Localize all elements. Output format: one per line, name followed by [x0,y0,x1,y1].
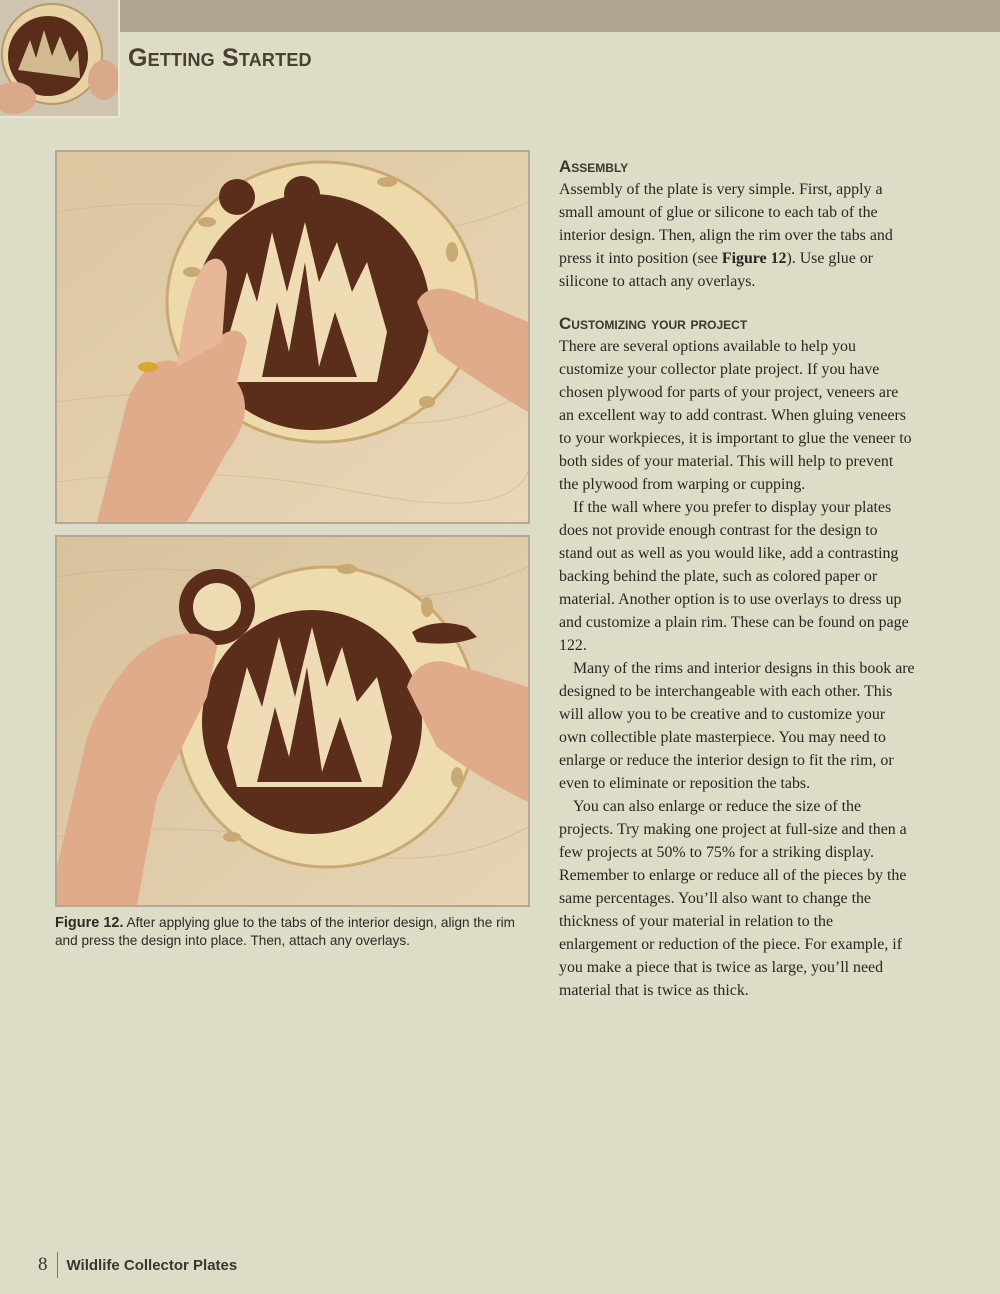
customizing-paragraph-3: Many of the rims and interior designs in this book are designed to be interchangeable with each other. This will allow you to be creative and to customize your own collectible plate masterpiece. You may need to enlarge or reduce the interior design to fit the rim, or even to eliminate or reposition the tabs. [559,660,915,792]
customizing-paragraph-1: There are several options available to help you customize your collector plate project. If you have chosen plywood for parts of your project, veneers are an excellent way to add contrast. When gluing veneers to your workpieces, it is important to glue the veneer to both sides of your material. This will help to prevent the plywood from warping or cupping. [559,338,912,493]
assembly-heading: Assembly [559,157,629,176]
customizing-heading: Customizing your project [559,314,748,333]
figure-caption [55,914,530,950]
figure-label: Figure 12. [55,915,124,931]
assembly-photo-top [55,150,530,524]
customizing-paragraph-2: If the wall where you prefer to display your plates does not provide enough contrast for the design to stand out as well as you would like, add a contrasting backing behind the plate, such as colored paper or material. Another option is to use overlays to dress up and customize a plain rim. These can be found on page 122. [559,499,909,654]
assembly-photo-bottom [55,535,530,907]
assembly-paragraph [559,178,915,293]
top-header-bar [120,0,1000,32]
figure-reference: Figure 12 [721,250,787,267]
figure-caption-text: After applying glue to the tabs of the interior design, align the rim and press the design into place. Then, attach any overlays. [55,915,515,948]
page-number: 8 [38,1254,48,1275]
customizing-paragraph-4: You can also enlarge or reduce the size of the projects. Try making one project at full-size and then a few projects at 50% to 75% for a striking display. Remember to enlarge or reduce all of the pieces by the same percentages. You’ll also want to change the thickness of your material in relation to the enlargement or reduction of the piece. For example, if you make a piece that is twice as large, you’ll need material that is twice as thick. [559,798,907,999]
assembly-text-part: ). Use glue or silicone to attach any overlays. [559,250,873,290]
section-title: Getting Started [128,44,312,72]
page-footer [38,1252,237,1278]
corner-thumbnail-photo [0,0,120,118]
thumbnail-plate-image [0,0,118,116]
body-text-column [559,156,915,1002]
book-title: Wildlife Collector Plates [66,1256,238,1274]
assembly-text-part: Assembly of the plate is very simple. First, apply a small amount of glue or silicone to each tab of the interior design. Then, align the rim over the tabs and press it into position (see [559,181,893,267]
footer-divider [57,1252,58,1278]
